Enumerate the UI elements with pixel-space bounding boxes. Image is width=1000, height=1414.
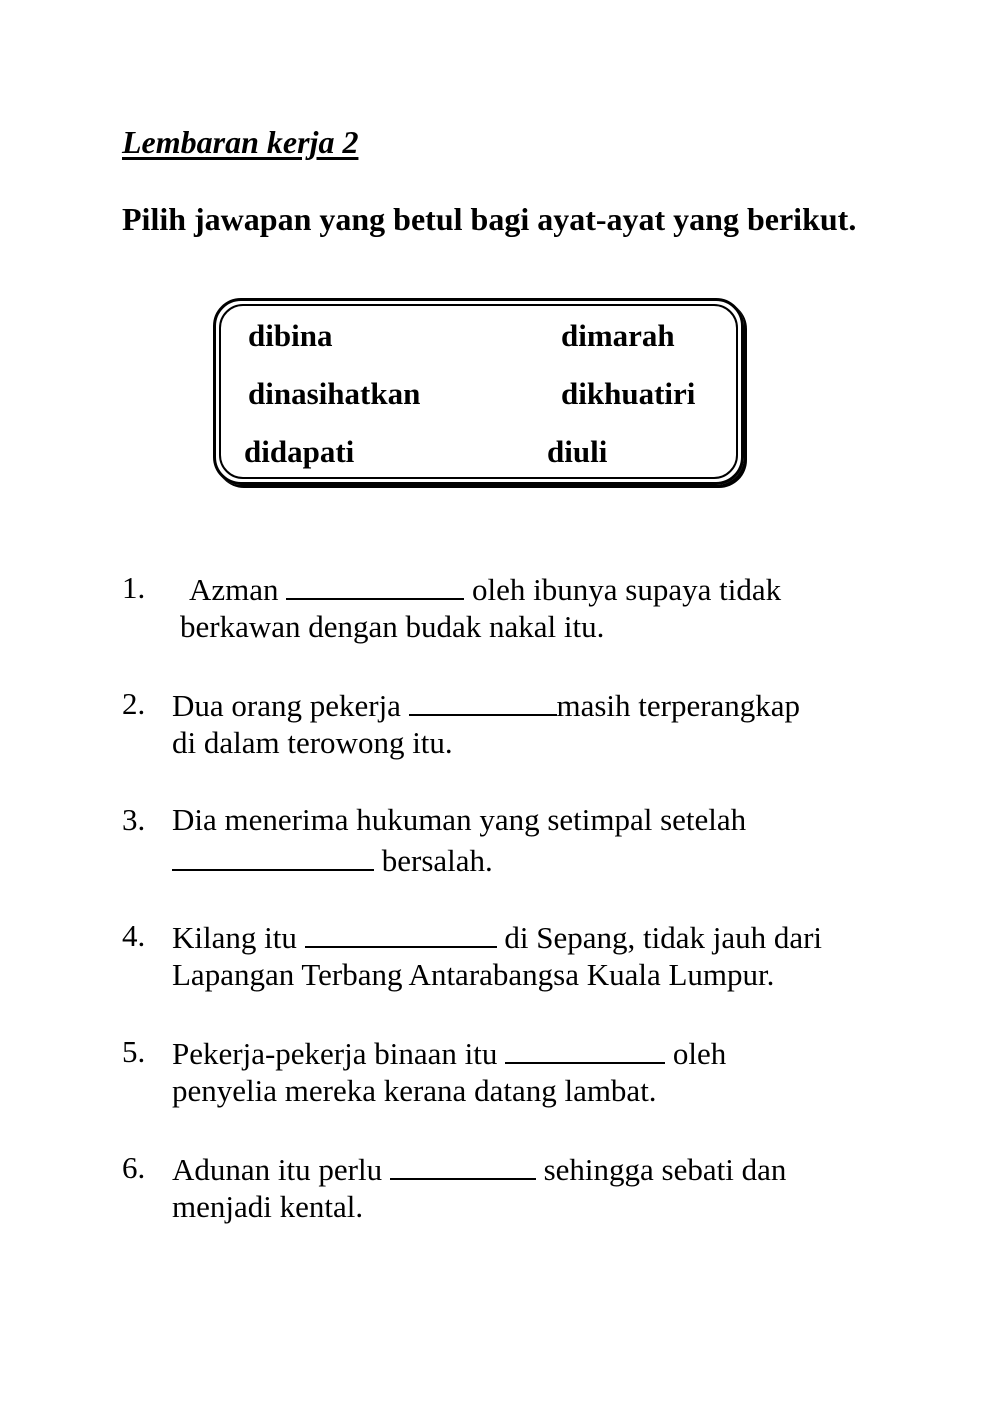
question-text: berkawan dengan budak nakal itu. xyxy=(180,609,605,644)
question-line xyxy=(172,684,800,725)
question-text: bersalah. xyxy=(381,843,493,878)
question-text: Dia menerima hukuman yang setimpal setelah xyxy=(172,802,747,837)
question-number: 3. xyxy=(122,802,146,837)
question-text: di Sepang, tidak jauh dari xyxy=(504,920,823,955)
word-bank-box xyxy=(213,298,744,485)
question-text: oleh ibunya supaya tidak xyxy=(472,572,782,607)
question-number: 5. xyxy=(122,1034,146,1069)
question-text: Dua orang pekerja xyxy=(172,688,401,723)
question-number: 2. xyxy=(122,686,146,721)
question-text: masih terperangkap xyxy=(556,688,801,723)
question-text: Pekerja-pekerja binaan itu xyxy=(172,1036,498,1071)
question-text: menjadi kental. xyxy=(172,1189,364,1224)
question-line xyxy=(189,568,781,609)
question-number: 1. xyxy=(122,570,146,605)
word-bank-item: dinasihatkan xyxy=(248,376,421,411)
word-bank-item: dibina xyxy=(248,318,333,353)
question-line xyxy=(172,1032,726,1073)
answer-blank[interactable] xyxy=(286,568,464,600)
instruction-text: Pilih jawapan yang betul bagi ayat-ayat yang berikut. xyxy=(122,201,857,237)
question-text: Adunan itu perlu xyxy=(172,1152,383,1187)
question-line xyxy=(172,839,493,880)
question-text: Kilang itu xyxy=(172,920,297,955)
question-number: 6. xyxy=(122,1150,146,1185)
answer-blank[interactable] xyxy=(390,1148,536,1180)
answer-blank[interactable] xyxy=(172,839,374,871)
answer-blank[interactable] xyxy=(305,916,497,948)
word-bank-item: diuli xyxy=(547,434,608,469)
question-text: di dalam terowong itu. xyxy=(172,725,453,760)
question-text: Azman xyxy=(189,572,279,607)
question-text: sehingga sebati dan xyxy=(543,1152,787,1187)
question-text: oleh xyxy=(672,1036,727,1071)
word-bank-item: didapati xyxy=(244,434,355,469)
answer-blank[interactable] xyxy=(409,684,557,716)
word-bank-item: dikhuatiri xyxy=(561,376,696,411)
question-number: 4. xyxy=(122,918,146,953)
question-text: penyelia mereka kerana datang lambat. xyxy=(172,1073,657,1108)
question-line xyxy=(172,1148,786,1189)
question-text: Lapangan Terbang Antarabangsa Kuala Lumpur. xyxy=(172,957,775,992)
word-bank-item: dimarah xyxy=(561,318,675,353)
question-line xyxy=(172,916,822,957)
answer-blank[interactable] xyxy=(505,1032,665,1064)
worksheet-title: Lembaran kerja 2 xyxy=(122,124,359,160)
